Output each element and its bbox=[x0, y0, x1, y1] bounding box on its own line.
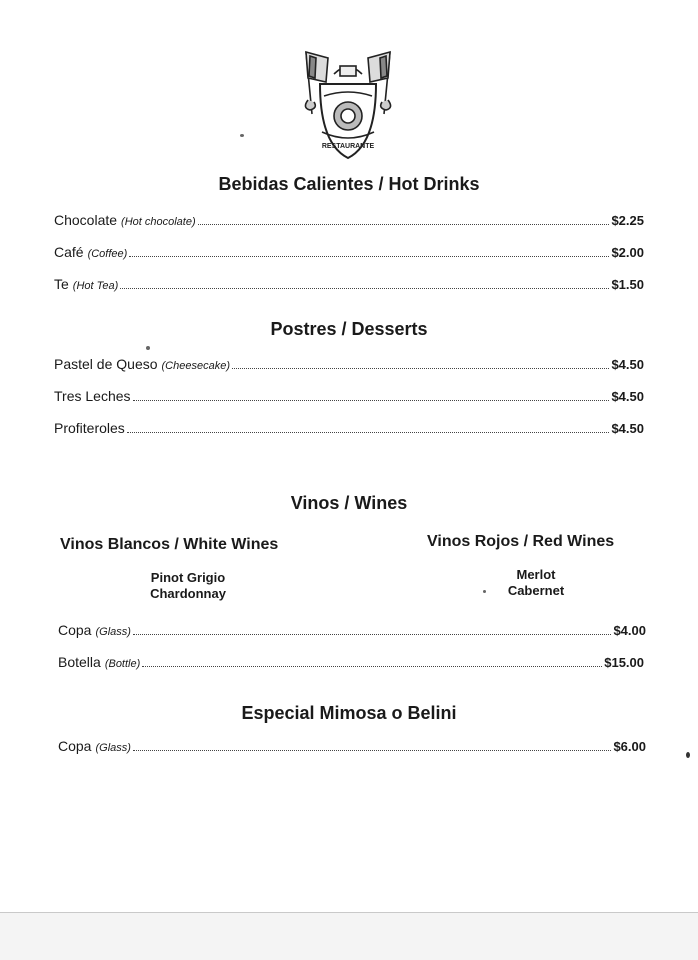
scan-speck bbox=[240, 134, 244, 137]
item-price: $2.00 bbox=[611, 245, 644, 260]
white-variety: Chardonnay bbox=[150, 586, 226, 601]
dot-leader bbox=[129, 256, 609, 257]
item-translation: (Coffee) bbox=[87, 248, 128, 260]
scan-speck bbox=[686, 752, 690, 758]
logo-text: RESTAURANTE bbox=[321, 143, 375, 150]
menu-item-pastel-de-queso bbox=[54, 356, 644, 372]
red-wines-heading: Vinos Rojos / Red Wines bbox=[427, 533, 615, 550]
dot-leader bbox=[133, 400, 610, 401]
item-translation: (Glass) bbox=[95, 742, 131, 754]
desserts-heading: Postres / Desserts bbox=[270, 319, 428, 339]
scan-speck bbox=[483, 590, 486, 593]
item-translation: (Glass) bbox=[95, 626, 131, 638]
wines-heading: Vinos / Wines bbox=[290, 493, 408, 513]
menu-item-cafe bbox=[54, 244, 644, 260]
scan-speck bbox=[146, 346, 150, 350]
item-translation: (Hot Tea) bbox=[72, 280, 119, 292]
menu-item-mimosa-glass bbox=[58, 738, 646, 754]
item-price: $6.00 bbox=[613, 739, 646, 754]
item-price: $1.50 bbox=[611, 277, 644, 292]
dot-leader bbox=[120, 288, 609, 289]
item-price: $4.50 bbox=[611, 421, 644, 436]
white-variety: Pinot Grigio bbox=[150, 570, 226, 585]
item-name: Botella bbox=[58, 654, 101, 670]
hot-drinks-heading: Bebidas Calientes / Hot Drinks bbox=[218, 174, 480, 194]
item-name: Te bbox=[54, 276, 69, 292]
dot-leader bbox=[133, 634, 612, 635]
red-wine-varieties bbox=[486, 567, 586, 599]
item-price: $4.50 bbox=[611, 357, 644, 372]
dot-leader bbox=[127, 432, 610, 433]
item-price: $4.50 bbox=[611, 389, 644, 404]
item-name: Chocolate bbox=[54, 212, 118, 228]
menu-item-te bbox=[54, 276, 644, 292]
menu-item-profiteroles bbox=[54, 420, 644, 436]
scan-background bbox=[0, 913, 698, 960]
dot-leader bbox=[232, 368, 609, 369]
special-heading: Especial Mimosa o Belini bbox=[241, 703, 457, 723]
dot-leader bbox=[142, 666, 602, 667]
item-name: Tres Leches bbox=[54, 388, 131, 404]
item-price: $4.00 bbox=[613, 623, 646, 638]
item-name: Copa bbox=[58, 622, 92, 638]
dot-leader bbox=[198, 224, 610, 225]
item-price: $15.00 bbox=[604, 655, 644, 670]
item-translation: (Cheesecake) bbox=[161, 360, 230, 372]
item-name: Profiteroles bbox=[54, 420, 125, 436]
red-variety: Cabernet bbox=[507, 583, 565, 598]
item-name: Pastel de Queso bbox=[54, 356, 158, 372]
item-price: $2.25 bbox=[611, 213, 644, 228]
white-wines-heading: Vinos Blancos / White Wines bbox=[60, 536, 279, 553]
red-variety: Merlot bbox=[516, 567, 556, 582]
dot-leader bbox=[133, 750, 612, 751]
white-wine-varieties bbox=[128, 570, 248, 602]
item-translation: (Hot chocolate) bbox=[121, 216, 196, 228]
item-name: Café bbox=[54, 244, 84, 260]
menu-item-wine-glass bbox=[58, 622, 646, 638]
menu-item-tres-leches bbox=[54, 388, 644, 404]
item-name: Copa bbox=[58, 738, 92, 754]
menu-item-chocolate bbox=[54, 212, 644, 228]
menu-item-wine-bottle bbox=[58, 654, 644, 670]
restaurant-crest-logo bbox=[298, 44, 398, 162]
item-translation: (Bottle) bbox=[104, 658, 141, 670]
